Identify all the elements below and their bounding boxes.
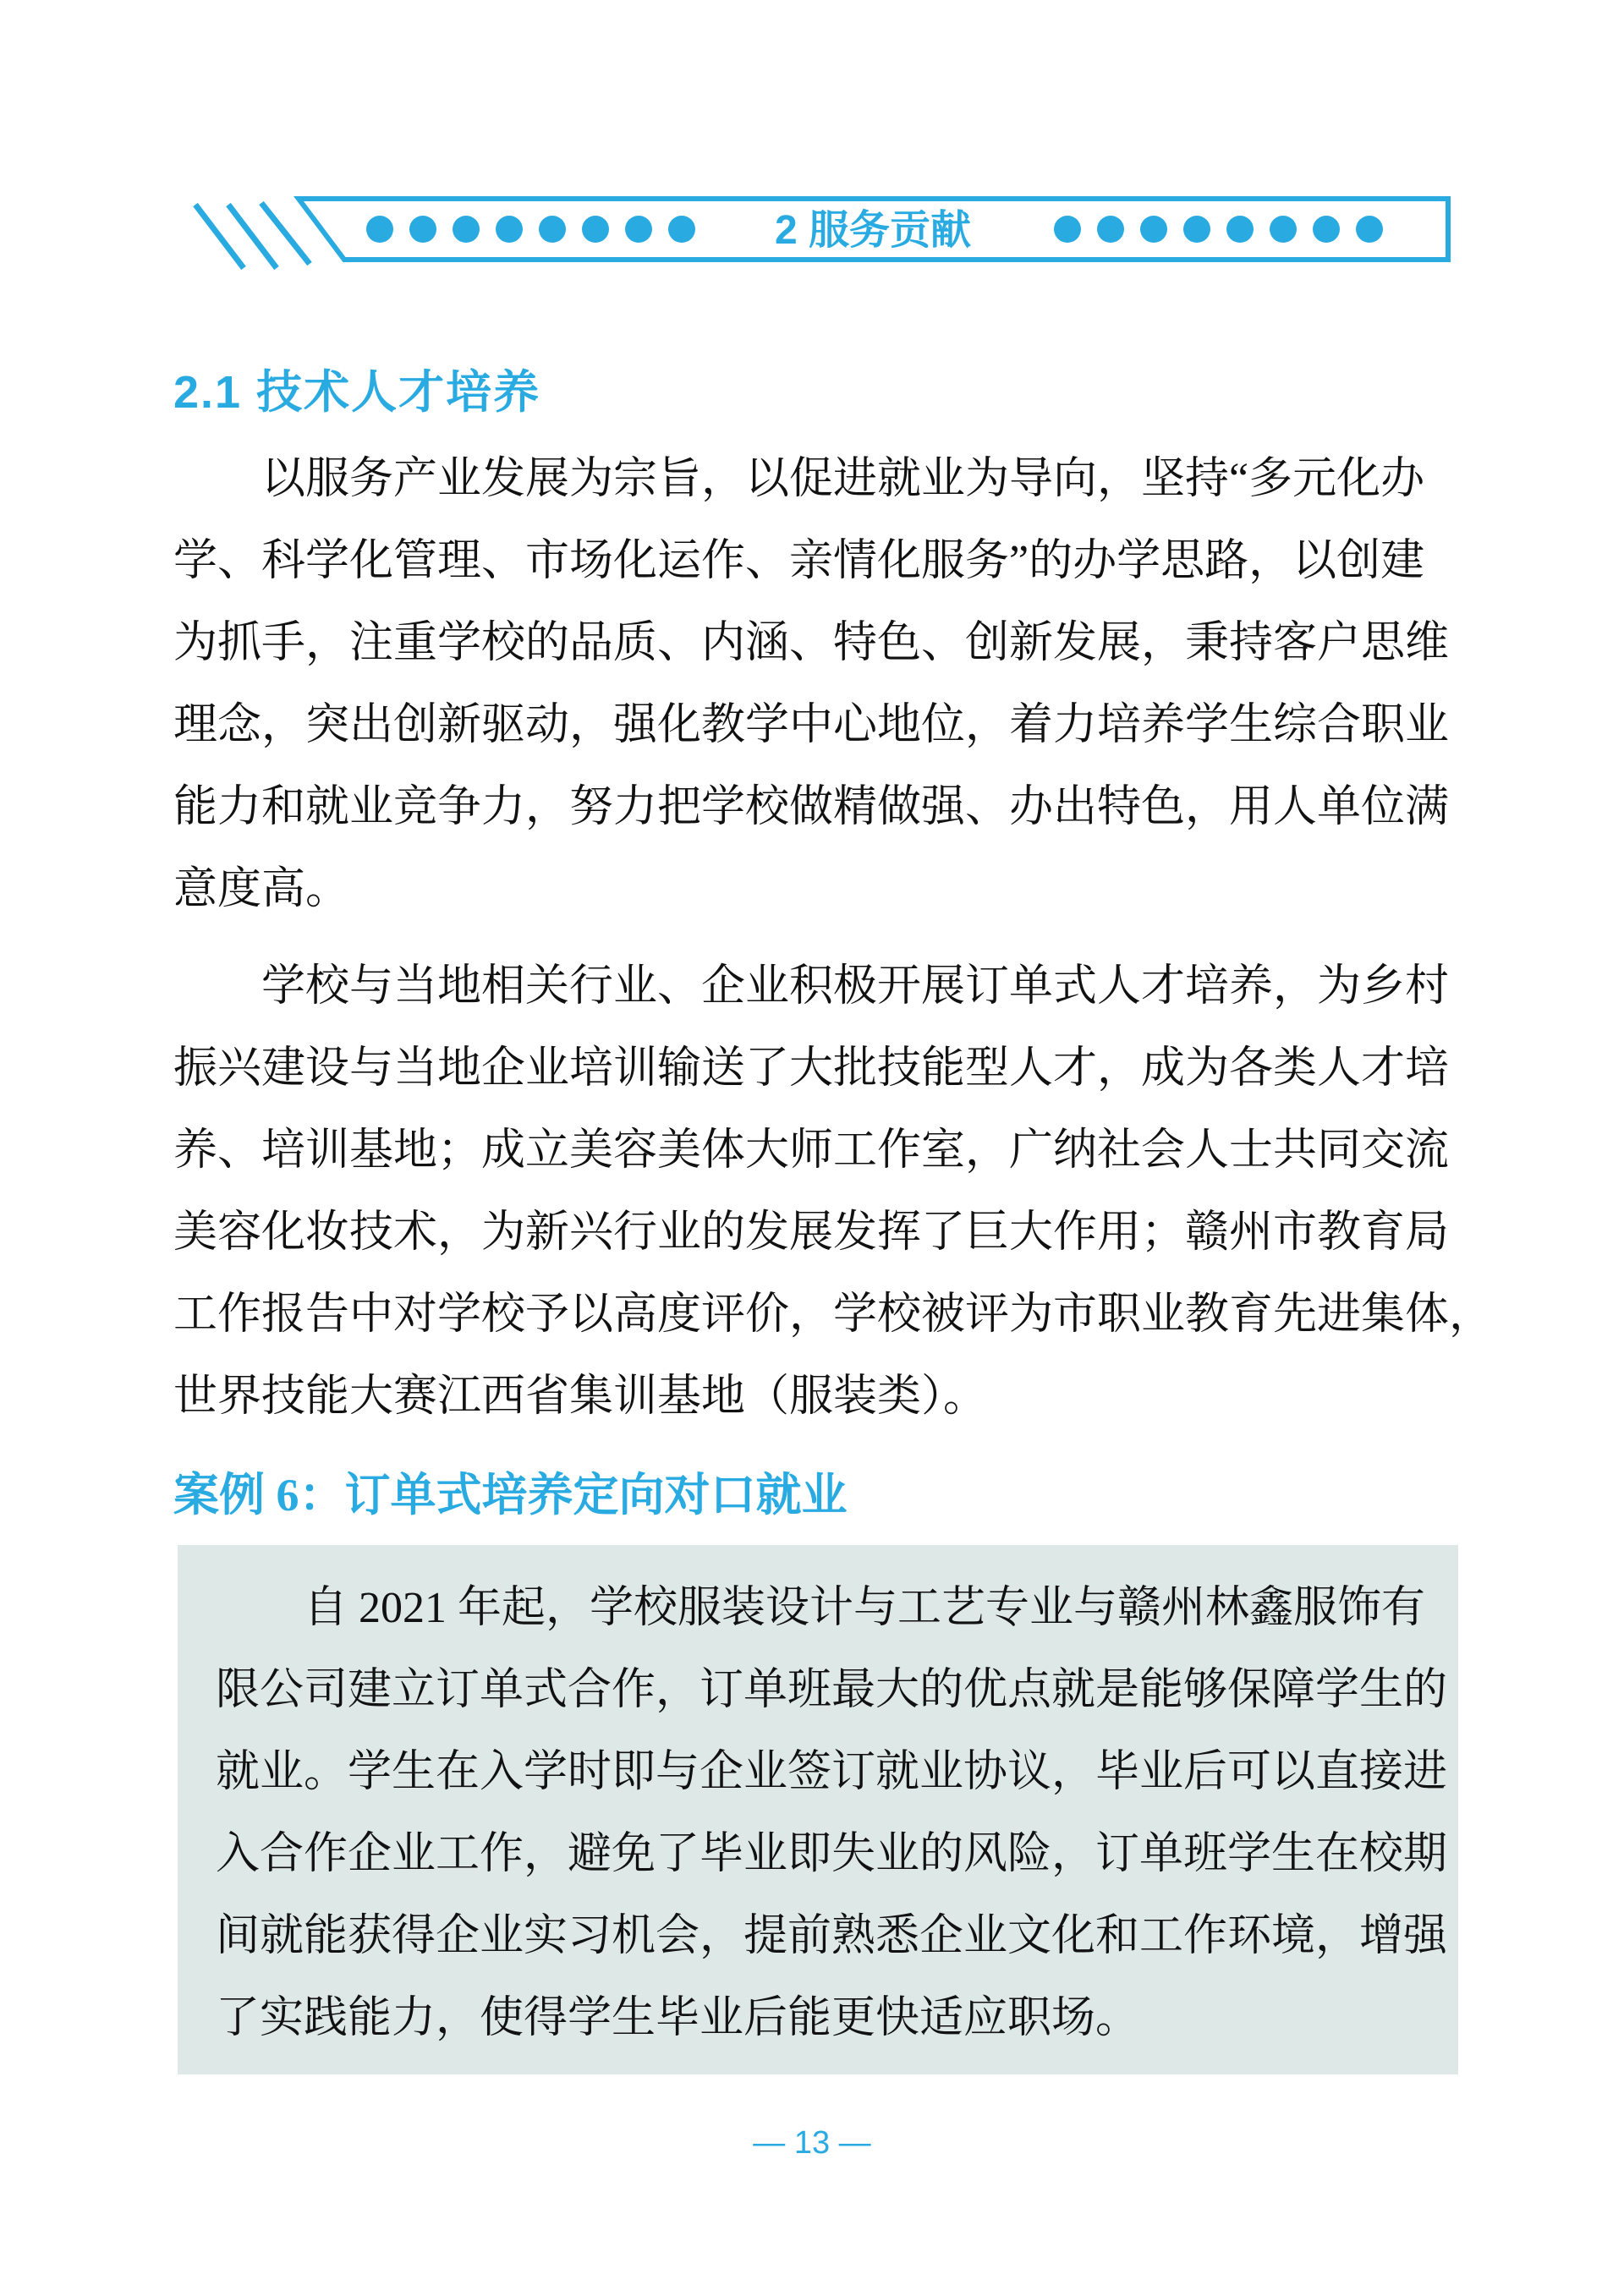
text-line: 理念，突出创新驱动，强化教学中心地位，着力培养学生综合职业	[173, 701, 1450, 749]
page-number: — 13 —	[753, 2125, 871, 2161]
text-line: 学、科学化管理、市场化运作、亲情化服务”的办学思路，以创建	[173, 537, 1425, 585]
text-line: 美容化妆技术，为新兴行业的发展发挥了巨大作用；赣州市教育局	[173, 1208, 1450, 1257]
text-line: 以服务产业发展为宗旨，以促进就业为导向，坚持“多元化办	[261, 455, 1425, 503]
diagonal-slashes-icon	[195, 203, 310, 268]
text-line: 为抓手，注重学校的品质、内涵、特色、创新发展，秉持客户思维	[173, 619, 1450, 667]
text-line: 世界技能大赛江西省集训基地（服装类）。	[173, 1373, 988, 1421]
paragraph-1	[173, 438, 1455, 930]
text-line: 限公司建立订单式合作，订单班最大的优点就是能够保障学生的	[216, 1666, 1448, 1714]
text-line: 入合作企业工作，避免了毕业即失业的风险，订单班学生在校期	[216, 1830, 1448, 1878]
text-line: 意度高。	[173, 865, 350, 913]
paragraph-2	[173, 945, 1494, 1438]
text-line: 间就能获得企业实习机会，提前熟悉企业文化和工作环境，增强	[216, 1912, 1448, 1960]
text-line: 就业。学生在入学时即与企业签订就业协议，毕业后可以直接进	[216, 1748, 1448, 1796]
text-line: 振兴建设与当地企业培训输送了大批技能型人才，成为各类人才培	[173, 1044, 1450, 1093]
text-line: 学校与当地相关行业、企业积极开展订单式人才培养，为乡村	[261, 962, 1450, 1011]
case-heading: 案例 6：订单式培养定向对口就业	[173, 1470, 848, 1521]
text-line: 能力和就业竞争力，努力把学校做精做强、办出特色，用人单位满	[173, 783, 1450, 831]
chapter-banner	[161, 190, 1463, 283]
text-line: 工作报告中对学校予以高度评价，学校被评为市职业教育先进集体，	[173, 1290, 1494, 1339]
text-line: 了实践能力，使得学生毕业后能更快适应职场。	[216, 1994, 1140, 2042]
text-line: 养、培训基地；成立美容美体大师工作室，广纳社会人士共同交流	[173, 1126, 1450, 1175]
chapter-title: 2 服务贡献	[774, 208, 972, 253]
case-study-box	[178, 1545, 1458, 2074]
section-heading: 2.1 技术人才培养	[173, 367, 541, 418]
text-line: 自 2021 年起，学校服装设计与工艺专业与赣州林鑫服饰有	[304, 1584, 1426, 1632]
